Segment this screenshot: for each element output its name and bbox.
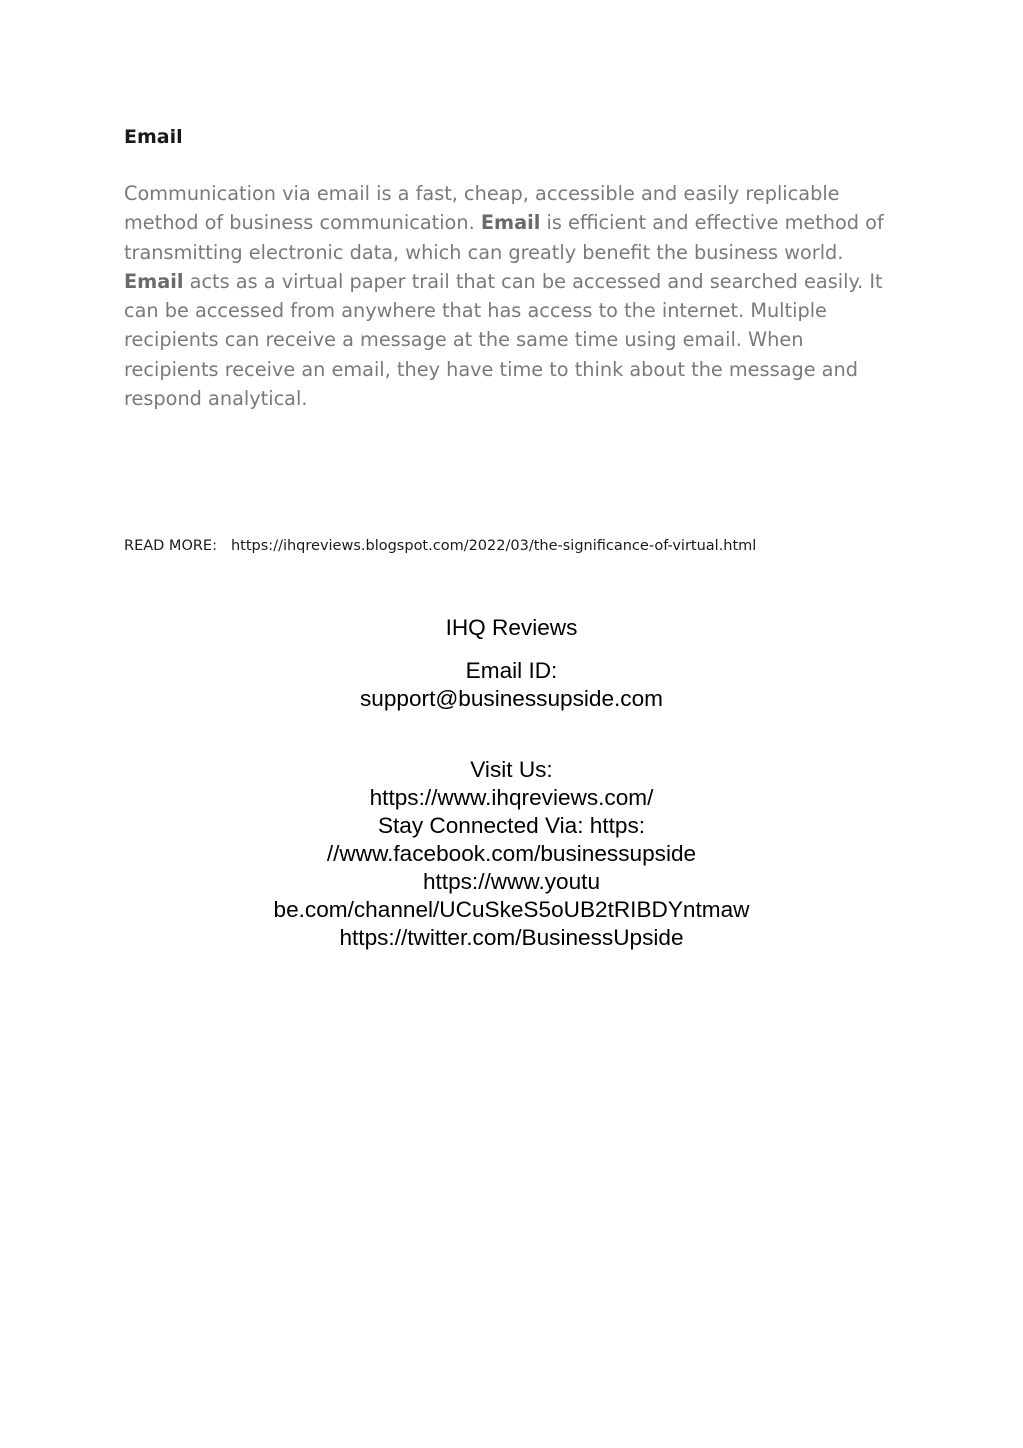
twitter-link[interactable]: https://twitter.com/BusinessUpside (339, 925, 684, 950)
email-label: Email ID: (465, 658, 558, 683)
email-address[interactable]: support@businessupside.com (359, 686, 663, 711)
paragraph-emphasis: Email (124, 269, 184, 293)
visit-label: Visit Us: (470, 757, 553, 782)
youtube-link-part1[interactable]: https://www.youtu (422, 869, 601, 894)
email-block (0, 657, 1023, 713)
company-block (0, 614, 1023, 642)
contact-block (0, 756, 1023, 952)
read-more-line (124, 538, 756, 554)
paragraph-segment: Communication via email is a fast, cheap, accessible and easily replicable method of business communication. (124, 182, 840, 235)
section-heading: Email (124, 126, 183, 148)
website-link[interactable]: https://www.ihqreviews.com/ (369, 785, 654, 810)
body-paragraph (124, 179, 904, 413)
paragraph-segment: acts as a virtual paper trail that can be accessed and searched easily. It can be accessed from anywhere that has access to the internet. Multiple recipients can receive a message at the same time using email. When recipients receive an email, they have time to think about the message and respond analytical. (124, 269, 883, 411)
youtube-link-part2[interactable]: be.com/channel/UCuSkeS5oUB2tRIBDYntmaw (273, 897, 750, 922)
paragraph-emphasis: Email (480, 211, 541, 235)
read-more-link[interactable]: https://ihqreviews.blogspot.com/2022/03/the-significance-of-virtual.html (230, 538, 757, 554)
paragraph-segment: is efficient and effective method of transmitting electronic data, which can greatly benefit the business world. (124, 211, 884, 264)
facebook-link[interactable]: //www.facebook.com/businessupside (326, 841, 697, 866)
company-name: IHQ Reviews (445, 615, 578, 640)
read-more-label: READ MORE: (124, 538, 217, 554)
stay-connected-line: Stay Connected Via: https: (377, 813, 646, 838)
